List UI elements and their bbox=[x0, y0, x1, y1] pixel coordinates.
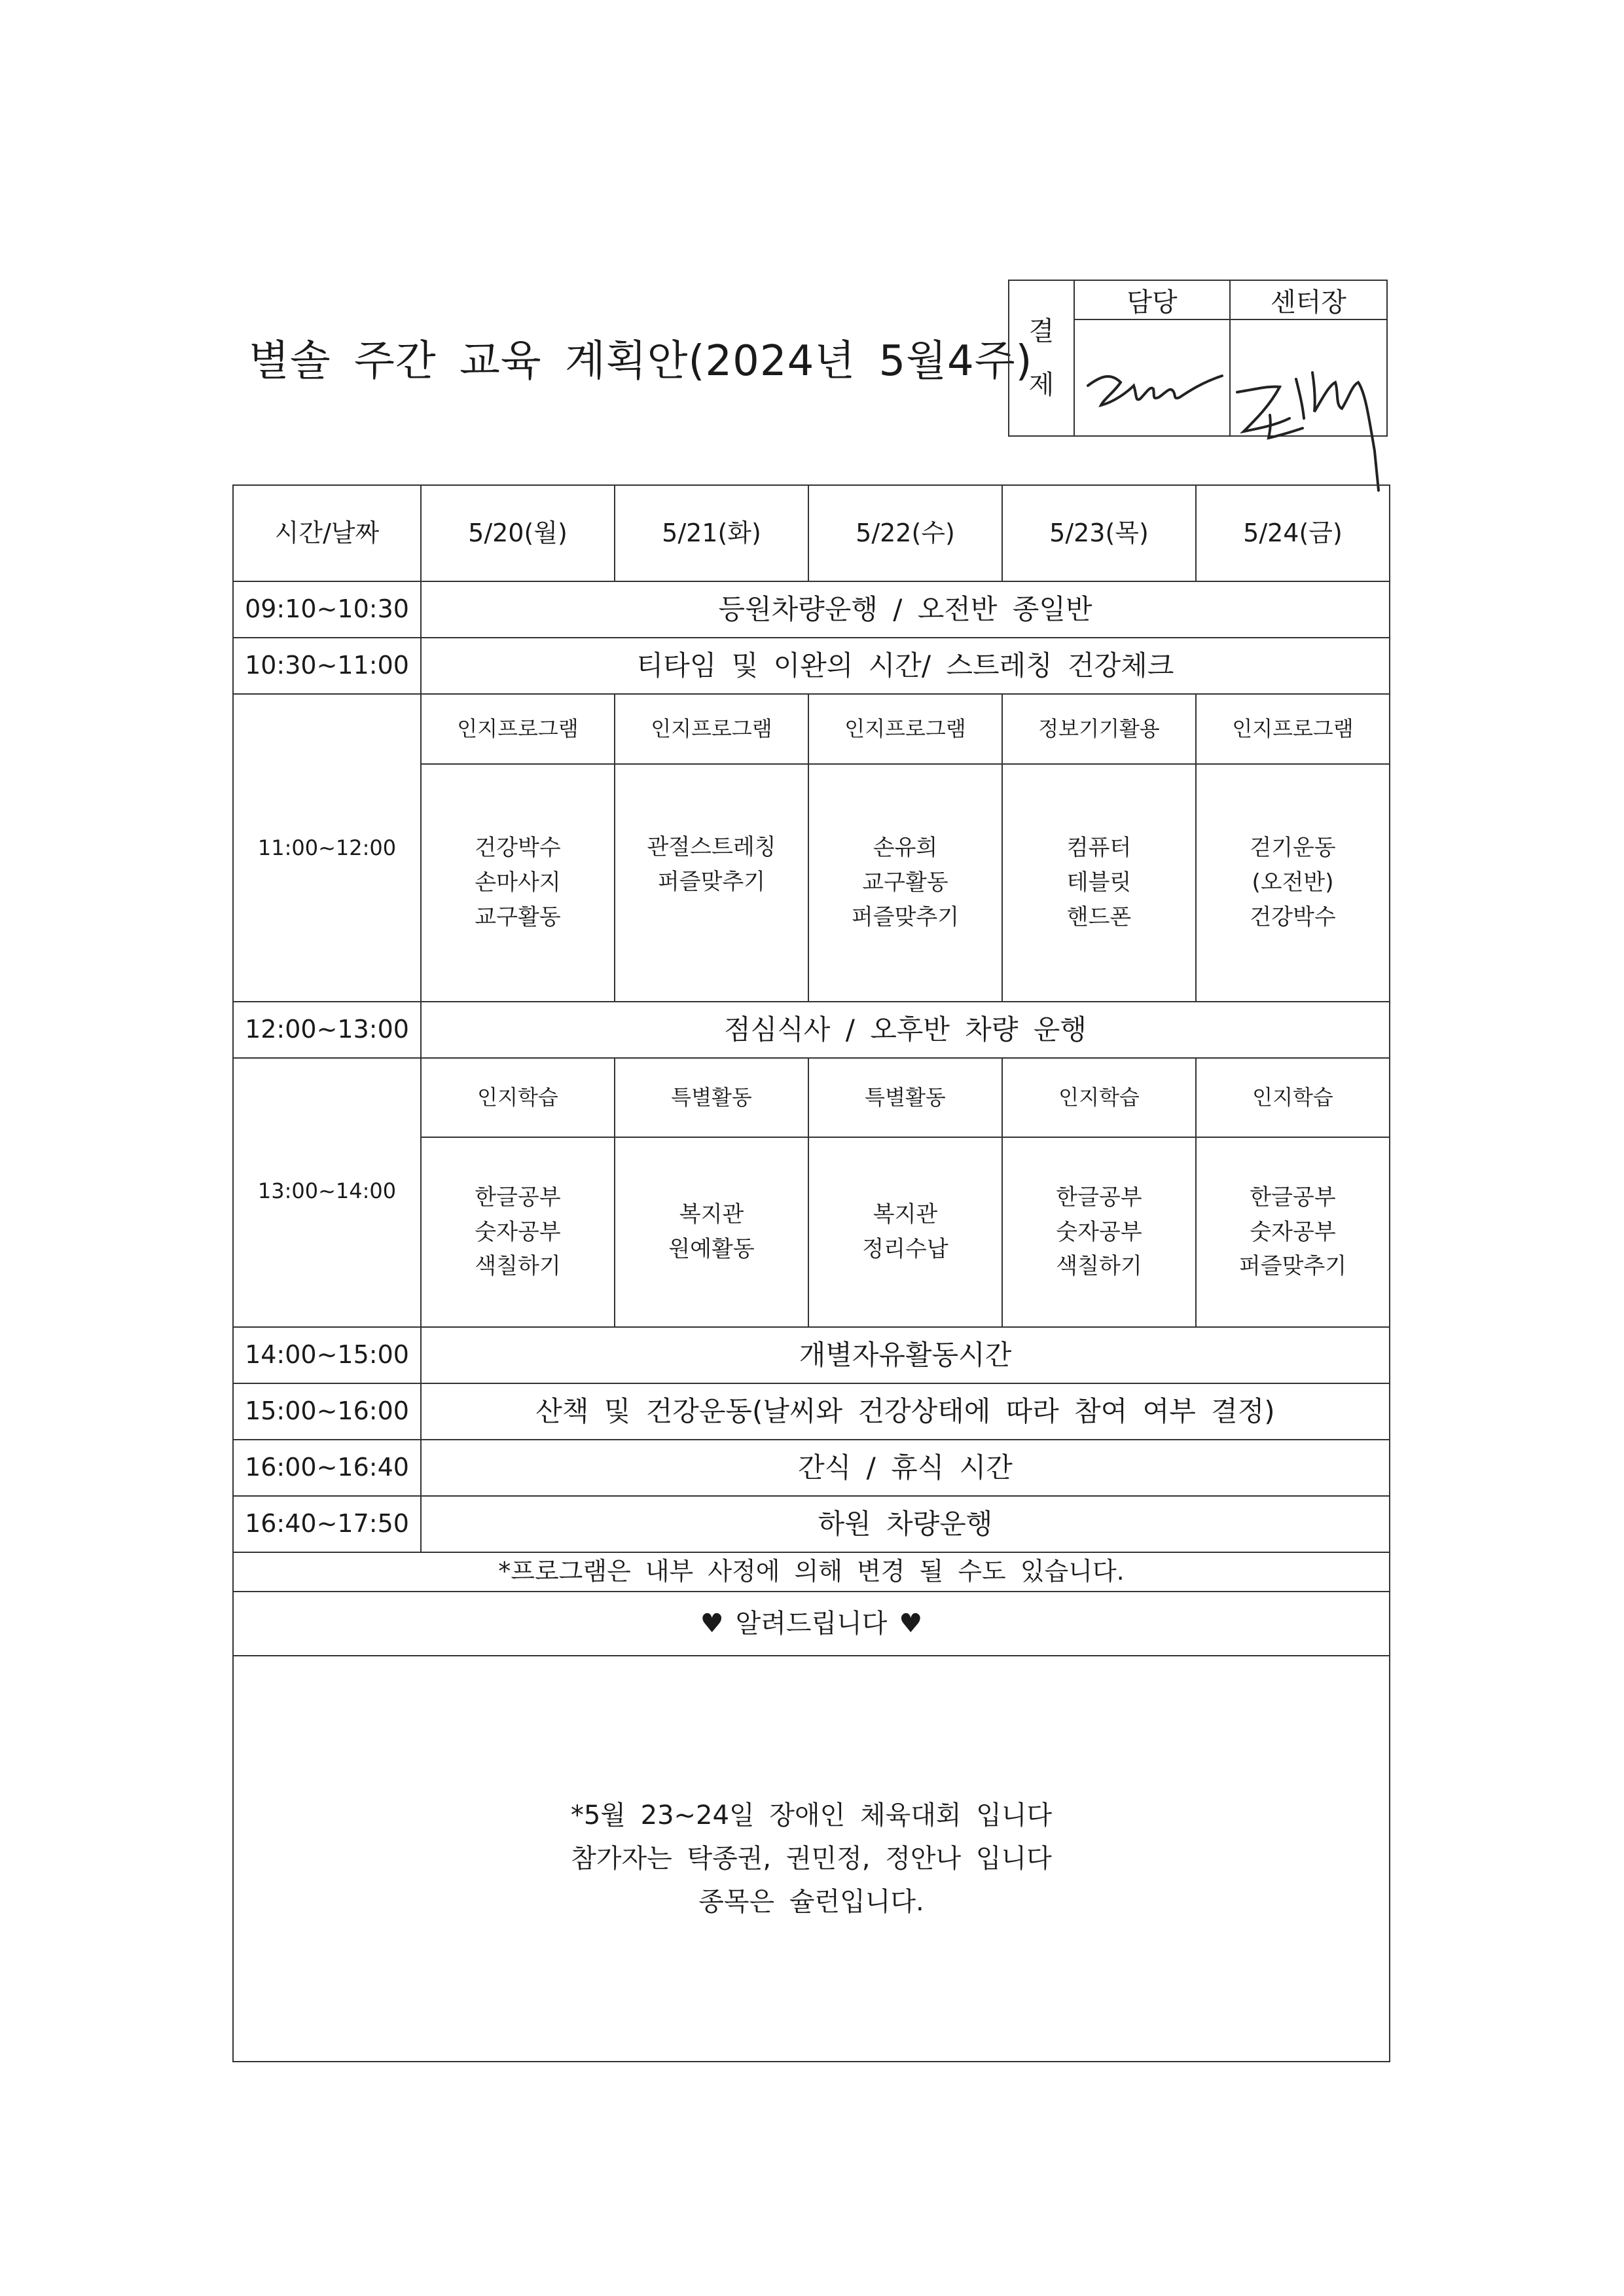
activity-cell: 등원차량운행 / 오전반 종일반 bbox=[421, 581, 1390, 638]
announce-row bbox=[233, 1592, 1390, 1656]
info-line: 참가자는 탁종권, 권민정, 정안나 입니다 bbox=[571, 1844, 1052, 1874]
approval-box bbox=[1008, 280, 1388, 437]
category-cell: 정보기기활용 bbox=[1002, 694, 1196, 764]
time-cell: 16:40~17:50 bbox=[233, 1496, 421, 1552]
detail-cell: 관절스트레칭 퍼즐맞추기 bbox=[615, 764, 808, 1002]
header-cell: 5/21(화) bbox=[615, 485, 808, 581]
time-cell: 10:30~11:00 bbox=[233, 638, 421, 694]
category-cell: 인지학습 bbox=[1196, 1058, 1390, 1137]
activity-cell: 하원 차량운행 bbox=[421, 1496, 1390, 1552]
detail-cell: 한글공부 숫자공부 색칠하기 bbox=[421, 1137, 615, 1327]
table-row bbox=[233, 581, 1390, 638]
category-cell: 인지프로그램 bbox=[421, 694, 615, 764]
table-row bbox=[233, 1002, 1390, 1058]
director-signature bbox=[1231, 320, 1386, 435]
header-cell: 5/20(월) bbox=[421, 485, 615, 581]
page-title: 별솔 주간 교육 계획안(2024년 5월4주) bbox=[249, 337, 1033, 386]
header-cell: 5/23(목) bbox=[1002, 485, 1196, 581]
table-row bbox=[233, 1496, 1390, 1552]
activity-cell: 간식 / 휴식 시간 bbox=[421, 1440, 1390, 1496]
header-row bbox=[233, 485, 1390, 581]
info-line: 종목은 슐런입니다. bbox=[698, 1887, 924, 1917]
header-cell: 시간/날짜 bbox=[233, 485, 421, 581]
approval-label: 결 제 bbox=[1009, 281, 1075, 435]
time-cell: 11:00~12:00 bbox=[233, 694, 421, 1002]
manager-signature bbox=[1075, 320, 1231, 435]
detail-cell: 복지관 원예활동 bbox=[615, 1137, 808, 1327]
time-cell: 09:10~10:30 bbox=[233, 581, 421, 638]
time-cell: 12:00~13:00 bbox=[233, 1002, 421, 1058]
category-cell: 인지프로그램 bbox=[1196, 694, 1390, 764]
activity-cell: 티타임 및 이완의 시간/ 스트레칭 건강체크 bbox=[421, 638, 1390, 694]
note-row bbox=[233, 1552, 1390, 1592]
approval-header-director: 센터장 bbox=[1231, 281, 1386, 320]
category-cell: 인지학습 bbox=[421, 1058, 615, 1137]
heart-icon: ♥ bbox=[700, 1609, 724, 1639]
time-cell: 13:00~14:00 bbox=[233, 1058, 421, 1327]
time-cell: 14:00~15:00 bbox=[233, 1327, 421, 1383]
detail-cell: 손유희 교구활동 퍼즐맞추기 bbox=[808, 764, 1002, 1002]
header-cell: 5/22(수) bbox=[808, 485, 1002, 581]
category-cell: 인지프로그램 bbox=[615, 694, 808, 764]
detail-cell: 한글공부 숫자공부 퍼즐맞추기 bbox=[1196, 1137, 1390, 1327]
detail-cell: 한글공부 숫자공부 색칠하기 bbox=[1002, 1137, 1196, 1327]
category-cell: 특별활동 bbox=[808, 1058, 1002, 1137]
time-cell: 15:00~16:00 bbox=[233, 1383, 421, 1440]
schedule-table bbox=[232, 484, 1390, 2062]
info-line: *5월 23~24일 장애인 체육대회 입니다 bbox=[570, 1800, 1053, 1831]
category-row bbox=[233, 694, 1390, 764]
detail-cell: 건강박수 손마사지 교구활동 bbox=[421, 764, 615, 1002]
announce-title: ♥ 알려드립니다 ♥ bbox=[233, 1592, 1390, 1656]
detail-cell: 복지관 정리수납 bbox=[808, 1137, 1002, 1327]
activity-cell: 점심식사 / 오후반 차량 운행 bbox=[421, 1002, 1390, 1058]
activity-cell: 개별자유활동시간 bbox=[421, 1327, 1390, 1383]
note-text: *프로그램은 내부 사정에 의해 변경 될 수도 있습니다. bbox=[233, 1552, 1390, 1592]
table-row bbox=[233, 1440, 1390, 1496]
heart-icon: ♥ bbox=[899, 1609, 923, 1639]
detail-cell: 걷기운동 (오전반) 건강박수 bbox=[1196, 764, 1390, 1002]
table-row bbox=[233, 638, 1390, 694]
category-cell: 인지프로그램 bbox=[808, 694, 1002, 764]
info-row bbox=[233, 1656, 1390, 2062]
table-row bbox=[233, 1327, 1390, 1383]
approval-header-manager: 담당 bbox=[1075, 281, 1231, 320]
table-row bbox=[233, 1383, 1390, 1440]
category-row bbox=[233, 1058, 1390, 1137]
time-cell: 16:00~16:40 bbox=[233, 1440, 421, 1496]
header-cell: 5/24(금) bbox=[1196, 485, 1390, 581]
activity-cell: 산책 및 건강운동(날씨와 건강상태에 따라 참여 여부 결정) bbox=[421, 1383, 1390, 1440]
category-cell: 특별활동 bbox=[615, 1058, 808, 1137]
category-cell: 인지학습 bbox=[1002, 1058, 1196, 1137]
info-text bbox=[233, 1656, 1390, 2062]
detail-cell: 컴퓨터 테블릿 핸드폰 bbox=[1002, 764, 1196, 1002]
